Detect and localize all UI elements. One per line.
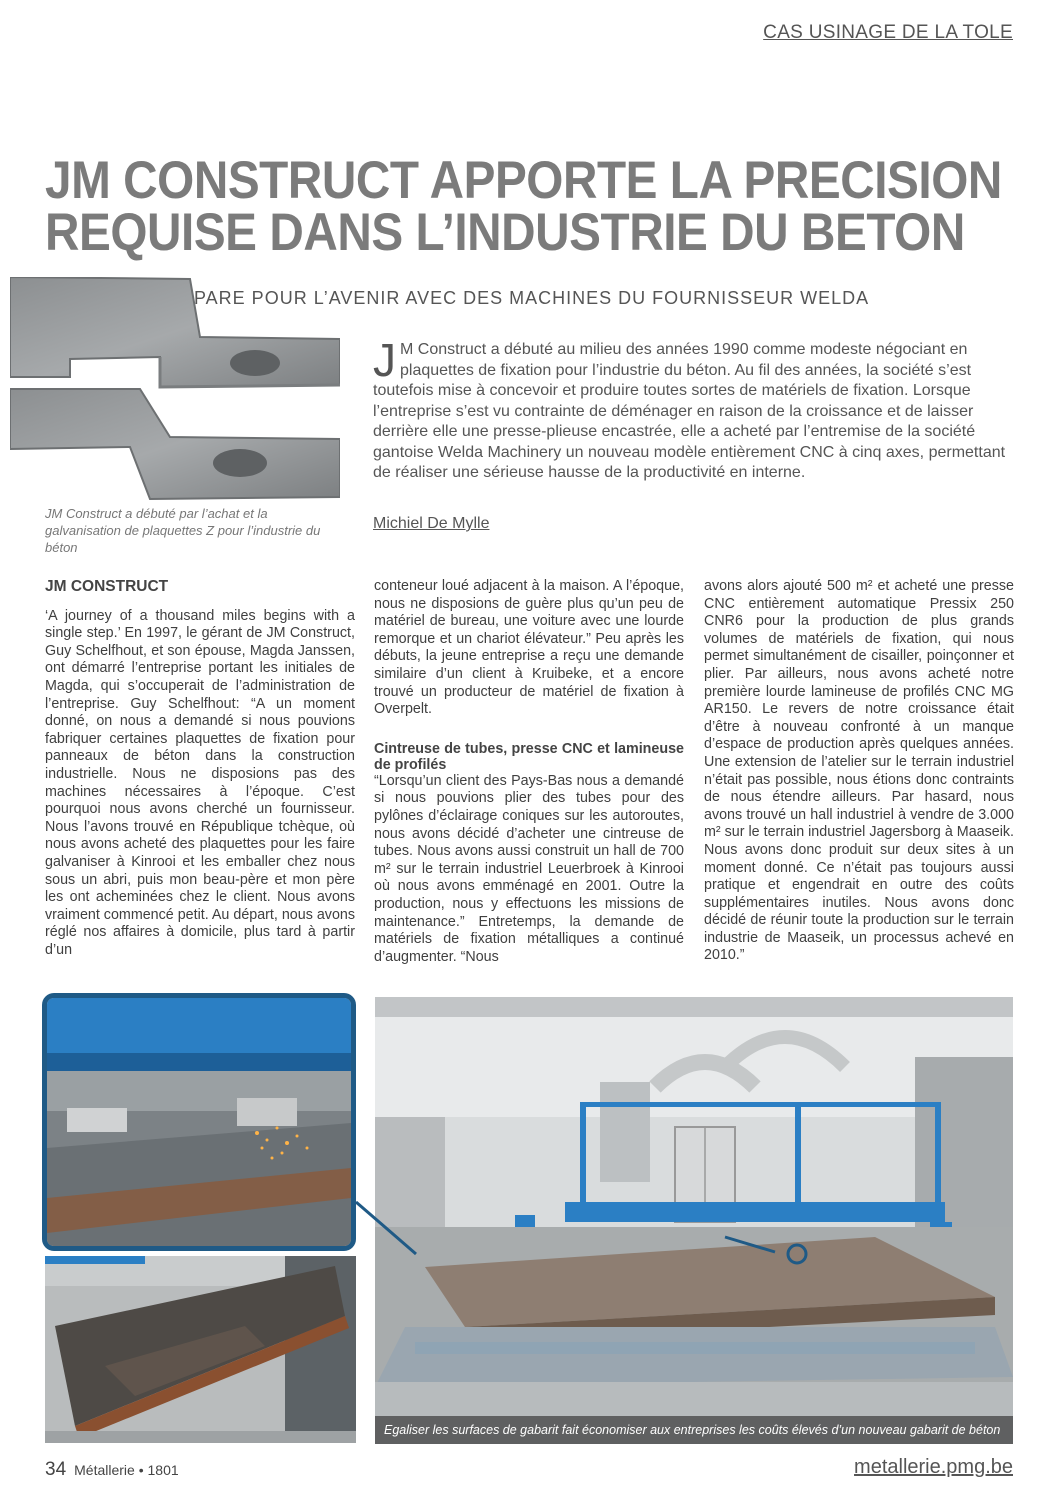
title-line-1: JM CONSTRUCT APPORTE LA PRECISION (45, 151, 1002, 210)
website-link[interactable]: metallerie.pmg.be (854, 1456, 1013, 1478)
author-byline: Michiel De Mylle (373, 515, 490, 532)
column-2 (374, 578, 684, 966)
col2-body-b: “Lorsqu’un client des Pays-Bas nous a demandé si nous pouvions plier des tubes pour des pylônes d’éclairage coniques sur les autoroutes, nous avons décidé d’acheter une cintreuse de tubes. Nous avons aussi construit un hall de 700 m² sur le terrain industriel Leuerbroek à Kinrooi où nous avons emménagé en 2001. Outre la production, nous y effectuons les missions de maintenance.” Entretemps, la demande de matériels de fixation métalliques a continué d’augmenter. “Nous (374, 772, 684, 965)
column-1 (45, 578, 355, 959)
col2-body-a: conteneur loué adjacent à la maison. A l’époque, nous ne disposions de guère plus qu’un peu de matériel de bureau, une voiture avec une lourde remorque et un chariot élévateur.” Peu après les débuts, la jeune entreprise a reçu une demande similaire d’un client à Kruibeke, et a encore trouvé un producteur de matériel de fixation à Overpelt. (374, 578, 684, 718)
cnc-machine-photo (375, 997, 1013, 1444)
article-title (45, 151, 1002, 262)
callout-line (356, 1200, 436, 1260)
intro-text: M Construct a débuté au milieu des années 1990 comme modeste négociant en plaquettes de fixation pour l’industrie du béton. Au fil des années, la société s’est toutefois mise à concevoir et produire toutes sortes de matériels de fixation. Lorsque l’entreprise s’est vu contrainte de déménager en raison de la croissance et de laisser derrière elle une presse-plieuse encastrée, elle a acheté par l’entremise de la société gantoise Welda Machinery un nouveau modèle entièrement CNC à cinq axes, permettant de réaliser une sérieuse hausse de la productivité en interne. (373, 341, 1006, 481)
hero-caption: JM Construct a débuté par l’achat et la galvanisation de plaquettes Z pour l’industrie du béton (45, 506, 321, 555)
title-line-2: REQUISE DANS L’INDUSTRIE DU BETON (45, 203, 965, 262)
col3-body: avons alors ajouté 500 m² et acheté une presse CNC entièrement automatique Pressix 250 CNR6 pour la production de plus grands volumes de matériels de fixation, qui nous permet simultanément de cisailler, poinçonner et plier. Par ailleurs, nous avons acheté notre première lourde lamineuse de profilés CNC MG AR150. Le revers de notre croissance était d’être à nouveau confronté à un manque d’espace de production après quelques années. Une extension de l’atelier sur le terrain industriel n’était pas possible, nous étions donc contraints de nous étendre ailleurs. Par hasard, nous avons trouvé un hall industriel à vendre de 3.000 m² sur le terrain industriel Jagersborg à Maaseik. Nous avons donc produit sur deux sites à un moment donné. Ce n’était pas toujours aussi pratique et engendrait en outre des coûts supplémentaires inutiles. Nous avons donc décidé de réunir toute la production sur le terrain industrie de Maaseik, un processus achevé en 2010.” (704, 578, 1014, 964)
grinding-detail-photo (42, 993, 356, 1251)
magazine-issue: Métallerie • 1801 (74, 1462, 179, 1478)
bracket-photo (10, 277, 340, 502)
intro-paragraph (373, 334, 1013, 484)
col1-body: ‘A journey of a thousand miles begins with a single step.’ En 1997, le gérant de JM Construct, Guy Schelfhout, et son épouse, Magda Janssen, ont démarré l’entreprise portant les initiales de Magda, qui s’occuperait de l’administration de l’entreprise. Guy Schelfhout: “A un moment donné, on nous a demandé si nous pouvions fabriquer certaines plaquettes de fixation pour panneaux de béton dans la construction industrielle. Nous ne disposions pas des machines nécessaires à l’époque. C’est pourquoi nous avons cherché un fournisseur. Nous l’avons trouvé en République tchèque, où nous avons acheté des plaquettes pour les faire galvaniser à Kinrooi et les emballer chez nous sous un abri, puis mon beau-père et mon père les ont acheminées chez le client. Nous avons vraiment commencé petit. Au départ, nous avons réglé nos affaires à domicile, plus tard à partir d’un (45, 607, 355, 958)
section-tag: CAS USINAGE DE LA TOLE (763, 22, 1013, 43)
steel-plate-photo (45, 1256, 356, 1443)
col1-heading: JM CONSTRUCT (45, 578, 169, 595)
page-number: 34 (45, 1459, 67, 1480)
footer-left (45, 1459, 179, 1481)
article-subtitle: PARE POUR L’AVENIR AVEC DES MACHINES DU FOURNISSEUR WELDA (194, 288, 870, 308)
photo-caption: Egaliser les surfaces de gabarit fait économiser aux entreprises les coûts élevés d’un nouveau gabarit de béton (375, 1416, 1013, 1444)
column-3 (704, 578, 1014, 965)
drop-cap: J (373, 334, 396, 386)
col2-heading: Cintreuse de tubes, presse CNC et lamineuse de profilés (374, 740, 684, 773)
